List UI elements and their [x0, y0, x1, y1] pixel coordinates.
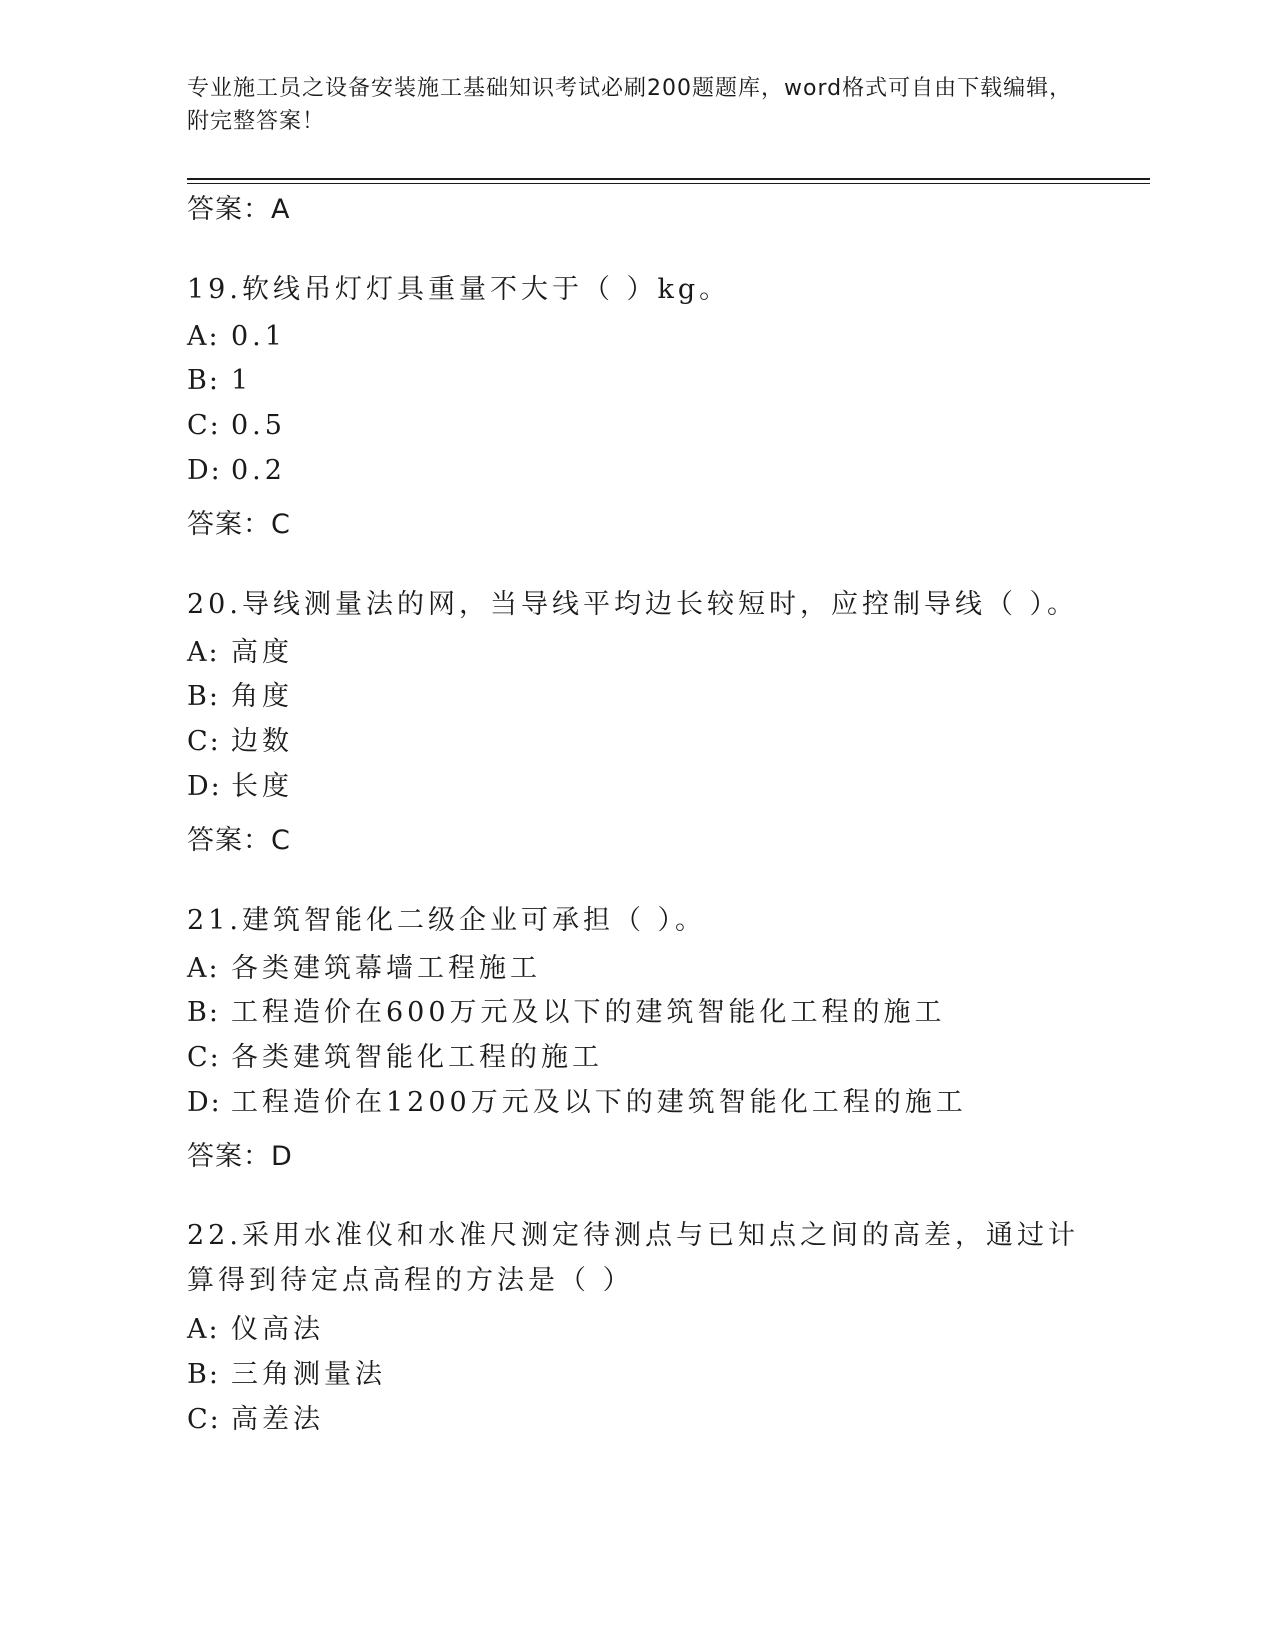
option-key: D:	[187, 771, 222, 802]
question-20-option-a	[187, 636, 293, 670]
question-21-option-b	[187, 996, 946, 1030]
option-key: C:	[187, 1404, 221, 1435]
question-21-answer: 答案：D	[187, 1141, 293, 1172]
option-key: B:	[187, 365, 220, 396]
option-text: 1	[231, 365, 253, 396]
option-key: A:	[187, 953, 220, 984]
question-20-option-b	[187, 680, 293, 714]
question-22-option-b	[187, 1358, 386, 1392]
document-header: 专业施工员之设备安装施工基础知识考试必刷200题题库，word格式可自由下载编辑，附完整答案！	[187, 76, 1073, 134]
option-text: 长度	[231, 771, 293, 802]
question-20-stem: 20.导线测量法的网，当导线平均边长较短时，应控制导线（ ）。	[187, 589, 1079, 620]
question-22-stem: 22.采用水准仪和水准尺测定待测点与已知点之间的高差，通过计算得到待定点高程的方法是（ ）	[187, 1220, 1079, 1296]
question-20-option-c	[187, 725, 293, 759]
option-text: 角度	[231, 681, 293, 712]
question-19-option-c	[187, 409, 286, 443]
question-19-option-a	[187, 320, 286, 354]
option-text: 高度	[231, 637, 293, 668]
option-key: D:	[187, 1087, 222, 1118]
question-21-option-c	[187, 1041, 603, 1075]
option-text: 0.5	[231, 410, 286, 441]
question-21-option-a	[187, 952, 541, 986]
option-text: 仪高法	[231, 1314, 324, 1345]
option-key: C:	[187, 1042, 221, 1073]
option-key: A:	[187, 1314, 220, 1345]
question-22-option-c	[187, 1403, 324, 1437]
question-21-stem: 21.建筑智能化二级企业可承担（ ）。	[187, 905, 707, 936]
question-22-option-a	[187, 1313, 324, 1347]
option-text: 工程造价在600万元及以下的建筑智能化工程的施工	[231, 997, 946, 1028]
option-key: B:	[187, 1359, 220, 1390]
option-key: C:	[187, 410, 221, 441]
question-20-answer: 答案：C	[187, 825, 291, 856]
option-text: 0.2	[231, 455, 286, 486]
option-key: A:	[187, 321, 220, 352]
option-key: B:	[187, 997, 220, 1028]
question-20-option-d	[187, 770, 293, 804]
option-text: 各类建筑智能化工程的施工	[231, 1042, 603, 1073]
option-text: 各类建筑幕墙工程施工	[231, 953, 541, 984]
option-key: D:	[187, 455, 222, 486]
question-19-option-b	[187, 364, 252, 398]
option-key: B:	[187, 681, 220, 712]
option-text: 三角测量法	[231, 1359, 386, 1390]
question-19-stem: 19.软线吊灯灯具重量不大于（ ）kg。	[187, 274, 731, 305]
option-text: 0.1	[231, 321, 286, 352]
previous-answer: 答案：A	[187, 194, 291, 225]
option-text: 工程造价在1200万元及以下的建筑智能化工程的施工	[231, 1087, 967, 1118]
option-text: 边数	[231, 726, 293, 757]
header-divider-thin	[187, 183, 1150, 184]
option-key: C:	[187, 726, 221, 757]
question-19-answer: 答案：C	[187, 509, 291, 540]
option-text: 高差法	[231, 1404, 324, 1435]
option-key: A:	[187, 637, 220, 668]
question-19-option-d	[187, 454, 286, 488]
header-divider-thick	[187, 178, 1150, 180]
question-21-option-d	[187, 1086, 967, 1120]
